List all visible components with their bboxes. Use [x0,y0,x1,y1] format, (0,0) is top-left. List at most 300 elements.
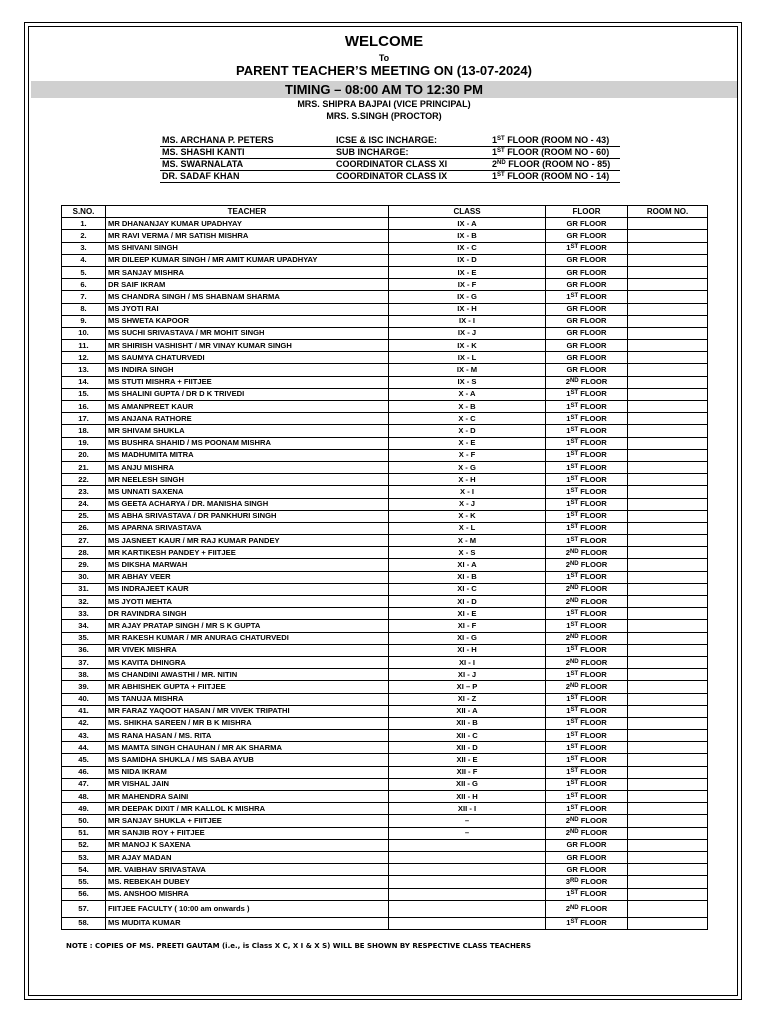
cell-class: IX - J [389,327,546,339]
table-row [62,291,708,303]
cell-class: X - K [389,510,546,522]
cell-teacher: MR KARTIKESH PANDEY + FIITJEE [106,547,389,559]
ptm-table [61,205,708,930]
cell-floor: GR FLOOR [546,851,628,863]
cell-class: X - A [389,388,546,400]
vice-principal: MRS. SHIPRA BAJPAI (VICE PRINCIPAL) [297,99,471,109]
cell-teacher: MS SHWETA KAPOOR [106,315,389,327]
cell-room [628,705,708,717]
cell-class: X - C [389,413,546,425]
cell-class [389,851,546,863]
cell-floor: 2ND FLOOR [546,827,628,839]
cell-sno: 40. [62,693,106,705]
cell-class: X - G [389,461,546,473]
header-floor: FLOOR [546,206,628,218]
cell-room [628,620,708,632]
cell-sno: 21. [62,461,106,473]
table-row [62,803,708,815]
cell-sno: 26. [62,522,106,534]
cell-sno: 42. [62,717,106,729]
staff-floor-room: FLOOR (ROOM NO - 43) [504,135,610,145]
welcome-heading: WELCOME [344,33,424,50]
cell-class: XII - D [389,742,546,754]
cell-teacher: MS NIDA IKRAM [106,766,389,778]
staff-table [160,135,620,183]
cell-room [628,742,708,754]
cell-sno: 51. [62,827,106,839]
header-class: CLASS [389,206,546,218]
cell-floor: 1ST FLOOR [546,535,628,547]
cell-floor: 1ST FLOOR [546,486,628,498]
cell-sno: 45. [62,754,106,766]
table-row [62,474,708,486]
header-sno: S.NO. [62,206,106,218]
cell-sno: 49. [62,803,106,815]
cell-teacher: MS JYOTI RAI [106,303,389,315]
staff-floor-room: FLOOR (ROOM NO - 60) [504,147,610,157]
cell-class: X - E [389,437,546,449]
cell-floor: 2ND FLOOR [546,547,628,559]
table-row [62,242,708,254]
cell-room [628,644,708,656]
table-row [62,559,708,571]
cell-sno: 20. [62,449,106,461]
cell-teacher: MS DIKSHA MARWAH [106,559,389,571]
cell-class: IX - L [389,352,546,364]
table-row [62,437,708,449]
table-row [62,364,708,376]
cell-class: X - J [389,498,546,510]
cell-sno: 33. [62,608,106,620]
cell-floor: 1ST FLOOR [546,803,628,815]
cell-sno: 32. [62,596,106,608]
cell-room [628,303,708,315]
cell-floor: 1ST FLOOR [546,413,628,425]
cell-teacher: MS INDRAJEET KAUR [106,583,389,595]
cell-floor: 1ST FLOOR [546,291,628,303]
staff-role: COORDINATOR CLASS XI [334,159,490,171]
cell-sno: 31. [62,583,106,595]
table-row [62,254,708,266]
cell-class: X - D [389,425,546,437]
cell-teacher: MS GEETA ACHARYA / DR. MANISHA SINGH [106,498,389,510]
table-row [62,900,708,917]
table-row [62,266,708,278]
cell-teacher: MR ABHAY VEER [106,571,389,583]
cell-class: IX - F [389,279,546,291]
table-header-row [62,206,708,218]
cell-room [628,608,708,620]
cell-sno: 22. [62,474,106,486]
cell-floor: GR FLOOR [546,279,628,291]
table-row [62,315,708,327]
cell-floor: 1ST FLOOR [546,388,628,400]
cell-room [628,864,708,876]
cell-floor: GR FLOOR [546,303,628,315]
cell-class: X - L [389,522,546,534]
staff-name: MS. SWARNALATA [160,159,334,171]
cell-teacher: MS INDIRA SINGH [106,364,389,376]
cell-floor: 2ND FLOOR [546,596,628,608]
cell-class: XII - G [389,778,546,790]
cell-teacher: MS ABHA SRIVASTAVA / DR PANKHURI SINGH [106,510,389,522]
cell-teacher: MS SHIVANI SINGH [106,242,389,254]
cell-room [628,778,708,790]
table-row [62,705,708,717]
cell-teacher: MR SANJAY MISHRA [106,266,389,278]
cell-room [628,413,708,425]
cell-room [628,327,708,339]
cell-class: XI - B [389,571,546,583]
timing-text: TIMING – 08:00 AM TO 12:30 PM [285,82,483,97]
table-row [62,352,708,364]
cell-sno: 11. [62,340,106,352]
cell-class: XI - F [389,620,546,632]
cell-sno: 24. [62,498,106,510]
staff-floor [490,171,620,183]
cell-floor: 1ST FLOOR [546,461,628,473]
table-row [62,218,708,230]
cell-sno: 50. [62,815,106,827]
cell-sno: 1. [62,218,106,230]
cell-class: XI - G [389,632,546,644]
cell-class: XI - D [389,596,546,608]
cell-floor: 2ND FLOOR [546,681,628,693]
cell-floor: 1ST FLOOR [546,474,628,486]
cell-class [389,839,546,851]
table-row [62,632,708,644]
table-row [62,303,708,315]
cell-teacher: MS JYOTI MEHTA [106,596,389,608]
cell-class: XII - E [389,754,546,766]
cell-room [628,474,708,486]
cell-floor: 2ND FLOOR [546,559,628,571]
cell-sno: 19. [62,437,106,449]
cell-sno: 14. [62,376,106,388]
table-row [62,583,708,595]
table-row [62,864,708,876]
cell-room [628,376,708,388]
cell-teacher: MR SANJIB ROY + FIITJEE [106,827,389,839]
staff-floor [490,147,620,159]
cell-room [628,437,708,449]
cell-sno: 47. [62,778,106,790]
staff-role: COORDINATOR CLASS IX [334,171,490,183]
cell-teacher: MR DEEPAK DIXIT / MR KALLOL K MISHRA [106,803,389,815]
cell-teacher: MS APARNA SRIVASTAVA [106,522,389,534]
cell-room [628,876,708,888]
proctor: MRS. S.SINGH (PROCTOR) [326,111,442,121]
cell-sno: 7. [62,291,106,303]
cell-sno: 30. [62,571,106,583]
cell-floor: 1ST FLOOR [546,917,628,929]
cell-class: IX - C [389,242,546,254]
table-row [62,340,708,352]
staff-floor-suffix: ST [497,136,505,142]
cell-teacher: MS KAVITA DHINGRA [106,656,389,668]
cell-teacher: MS SAUMYA CHATURVEDI [106,352,389,364]
cell-teacher: MS RANA HASAN / MS. RITA [106,730,389,742]
cell-room [628,803,708,815]
cell-room [628,632,708,644]
cell-class: XI - Z [389,693,546,705]
cell-teacher: MS MUDITA KUMAR [106,917,389,929]
cell-class: XII - A [389,705,546,717]
table-row [62,535,708,547]
table-row [62,815,708,827]
cell-class: – [389,815,546,827]
cell-sno: 6. [62,279,106,291]
cell-floor: 1ST FLOOR [546,730,628,742]
cell-teacher: MR RAVI VERMA / MR SATISH MISHRA [106,230,389,242]
cell-teacher: MR VIVEK MISHRA [106,644,389,656]
cell-teacher: MR. VAIBHAV SRIVASTAVA [106,864,389,876]
table-row [62,413,708,425]
cell-sno: 12. [62,352,106,364]
cell-sno: 58. [62,917,106,929]
cell-class [389,900,546,917]
cell-class: X - H [389,474,546,486]
cell-teacher: MR VISHAL JAIN [106,778,389,790]
staff-floor-suffix: ST [497,172,505,178]
table-row [62,730,708,742]
table-row [62,681,708,693]
cell-room [628,535,708,547]
to-label: To [378,53,390,63]
table-row [62,656,708,668]
footer-note: NOTE : COPIES OF MS. PREETI GAUTAM (i.e., is Class X C, X I & X S) WILL BE SHOWN BY RESPECTIVE CLASS TEACHERS [66,942,532,950]
cell-teacher: MS MAMTA SINGH CHAUHAN / MR AK SHARMA [106,742,389,754]
cell-floor: 1ST FLOOR [546,620,628,632]
cell-sno: 57. [62,900,106,917]
cell-room [628,364,708,376]
table-row [62,279,708,291]
cell-room [628,425,708,437]
table-row [62,754,708,766]
cell-teacher: MS MADHUMITA MITRA [106,449,389,461]
cell-room [628,730,708,742]
cell-floor: GR FLOOR [546,315,628,327]
cell-floor: GR FLOOR [546,352,628,364]
cell-sno: 3. [62,242,106,254]
cell-room [628,559,708,571]
cell-teacher: FIITJEE FACULTY ( 10:00 am onwards ) [106,900,389,917]
cell-floor: 2ND FLOOR [546,583,628,595]
cell-class: X - S [389,547,546,559]
table-row [62,376,708,388]
cell-room [628,279,708,291]
cell-teacher: MS SHALINI GUPTA / DR D K TRIVEDI [106,388,389,400]
cell-room [628,547,708,559]
cell-floor: GR FLOOR [546,864,628,876]
cell-class [389,864,546,876]
table-row [62,230,708,242]
cell-room [628,815,708,827]
cell-sno: 23. [62,486,106,498]
cell-room [628,754,708,766]
cell-class: X - B [389,401,546,413]
cell-teacher: MS. REBEKAH DUBEY [106,876,389,888]
cell-sno: 35. [62,632,106,644]
table-row [62,791,708,803]
cell-teacher: MS. SHIKHA SAREEN / MR B K MISHRA [106,717,389,729]
cell-teacher: MS CHANDINI AWASTHI / MR. NITIN [106,669,389,681]
cell-class: IX - M [389,364,546,376]
cell-class: IX - H [389,303,546,315]
meeting-title: PARENT TEACHER’S MEETING ON (13-07-2024) [236,63,532,78]
table-row [62,669,708,681]
table-row [62,522,708,534]
staff-floor-num: 1 [492,147,498,157]
cell-sno: 41. [62,705,106,717]
cell-room [628,766,708,778]
table-row [62,917,708,929]
staff-name: MS. SHASHI KANTI [160,147,334,159]
cell-class: IX - D [389,254,546,266]
cell-floor: 1ST FLOOR [546,766,628,778]
staff-floor [490,159,620,171]
cell-sno: 37. [62,656,106,668]
table-row [62,449,708,461]
cell-floor: 2ND FLOOR [546,815,628,827]
cell-room [628,510,708,522]
table-row [62,876,708,888]
cell-class: IX - S [389,376,546,388]
table-row [62,778,708,790]
cell-teacher: MR RAKESH KUMAR / MR ANURAG CHATURVEDI [106,632,389,644]
cell-floor: 1ST FLOOR [546,693,628,705]
cell-floor: 1ST FLOOR [546,571,628,583]
cell-floor: GR FLOOR [546,364,628,376]
cell-class: XII - F [389,766,546,778]
cell-room [628,717,708,729]
cell-sno: 27. [62,535,106,547]
cell-room [628,851,708,863]
cell-room [628,254,708,266]
cell-floor: 1ST FLOOR [546,401,628,413]
cell-floor: 1ST FLOOR [546,791,628,803]
cell-floor: 2ND FLOOR [546,900,628,917]
cell-teacher: MR DHANANJAY KUMAR UPADHYAY [106,218,389,230]
cell-teacher: MR SHIRISH VASHISHT / MR VINAY KUMAR SINGH [106,340,389,352]
cell-sno: 10. [62,327,106,339]
cell-sno: 4. [62,254,106,266]
table-row [62,839,708,851]
cell-room [628,388,708,400]
staff-row [160,159,620,171]
cell-floor: GR FLOOR [546,254,628,266]
cell-sno: 18. [62,425,106,437]
cell-room [628,917,708,929]
staff-floor-num: 1 [492,135,498,145]
cell-room [628,900,708,917]
cell-room [628,461,708,473]
table-row [62,620,708,632]
cell-room [628,681,708,693]
cell-floor: 1ST FLOOR [546,437,628,449]
cell-sno: 17. [62,413,106,425]
cell-class: XII - I [389,803,546,815]
cell-floor: 1ST FLOOR [546,888,628,900]
cell-floor: 2ND FLOOR [546,656,628,668]
cell-teacher: DR RAVINDRA SINGH [106,608,389,620]
cell-sno: 13. [62,364,106,376]
cell-sno: 53. [62,851,106,863]
cell-sno: 34. [62,620,106,632]
cell-teacher: MS AMANPREET KAUR [106,401,389,413]
cell-teacher: MS TANUJA MISHRA [106,693,389,705]
table-row [62,388,708,400]
cell-class: IX - K [389,340,546,352]
staff-row [160,147,620,159]
staff-name: DR. SADAF KHAN [160,171,334,183]
cell-room [628,449,708,461]
table-row [62,425,708,437]
staff-floor-suffix: ST [497,148,505,154]
cell-teacher: MS ANJANA RATHORE [106,413,389,425]
staff-floor-room: FLOOR (ROOM NO - 14) [504,171,610,181]
cell-class: IX - A [389,218,546,230]
cell-floor: GR FLOOR [546,218,628,230]
cell-floor: 3RD FLOOR [546,876,628,888]
cell-class: XI - E [389,608,546,620]
cell-teacher: MS ANJU MISHRA [106,461,389,473]
cell-floor: 1ST FLOOR [546,510,628,522]
table-row [62,693,708,705]
cell-floor: GR FLOOR [546,839,628,851]
cell-sno: 52. [62,839,106,851]
staff-floor-num: 2 [492,159,498,169]
cell-teacher: MS SUCHI SRIVASTAVA / MR MOHIT SINGH [106,327,389,339]
cell-room [628,656,708,668]
cell-class [389,876,546,888]
cell-room [628,669,708,681]
cell-class [389,888,546,900]
cell-room [628,571,708,583]
cell-floor: 1ST FLOOR [546,425,628,437]
cell-sno: 56. [62,888,106,900]
cell-sno: 46. [62,766,106,778]
table-row [62,486,708,498]
cell-sno: 16. [62,401,106,413]
table-row [62,461,708,473]
cell-teacher: MR SANJAY SHUKLA + FIITJEE [106,815,389,827]
cell-room [628,242,708,254]
staff-floor-num: 1 [492,171,498,181]
table-row [62,547,708,559]
cell-room [628,266,708,278]
cell-floor: 1ST FLOOR [546,644,628,656]
cell-room [628,230,708,242]
cell-floor: GR FLOOR [546,266,628,278]
cell-sno: 44. [62,742,106,754]
cell-floor: 1ST FLOOR [546,242,628,254]
cell-class: IX - G [389,291,546,303]
cell-room [628,352,708,364]
cell-floor: GR FLOOR [546,340,628,352]
cell-room [628,486,708,498]
cell-sno: 38. [62,669,106,681]
cell-sno: 54. [62,864,106,876]
cell-floor: GR FLOOR [546,327,628,339]
table-row [62,766,708,778]
cell-sno: 28. [62,547,106,559]
cell-teacher: DR SAIF IKRAM [106,279,389,291]
cell-floor: 1ST FLOOR [546,754,628,766]
staff-row [160,135,620,147]
cell-floor: 2ND FLOOR [546,632,628,644]
cell-class: X - F [389,449,546,461]
